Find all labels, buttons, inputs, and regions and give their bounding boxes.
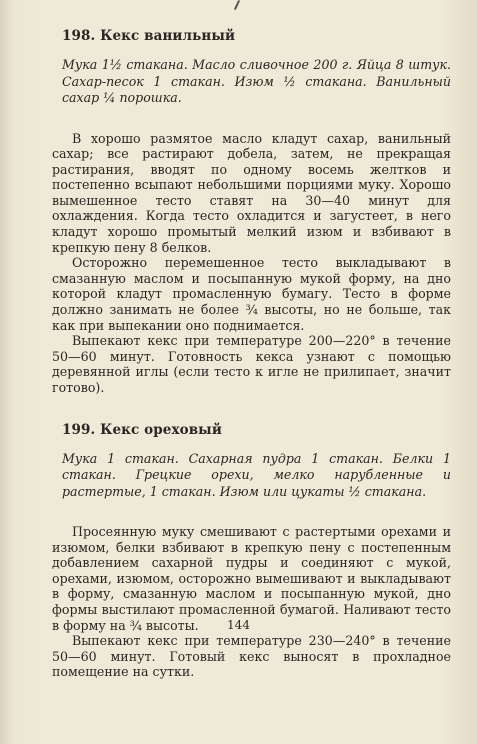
instruction-paragraph: В хорошо размятое масло кладут сахар, ванильный сахар; все растирают добела, затем, не прекращая растирания, вводят по одному восемь желтков и постепенно всыпают небольшими порциями муку. Хорошо вымешенное тесто ставят на 30—40 минут для охлаждения. Когда тесто охладится и загустеет, в него кладут хорошо промытый мелкий изюм и взбивают в крепкую пену 8 белков. bbox=[52, 130, 451, 255]
page-number: 144 bbox=[227, 618, 250, 632]
recipe-title: 199. Кекс ореховый bbox=[62, 421, 222, 438]
ingredients-list: Мука 1½ стакана. Масло сливочное 200 г. Яйца 8 штук. Сахар-песок 1 стакан. Изюм ½ стакана. Ванильный сахар ¼ порошка. bbox=[62, 57, 451, 105]
ingredients-list: Мука 1 стакан. Сахарная пудра 1 стакан. Белки 1 стакан. Грецкие орехи, мелко нарубленные и растертые, 1 стакан. Изюм или цукаты ½ стакана. bbox=[62, 450, 451, 499]
recipe-title: 198. Кекс ванильный bbox=[62, 28, 236, 44]
instruction-paragraph: Выпекают кекс при температуре 230—240° в течение 50—60 минут. Готовый кекс выносят в прохладное помещение на сутки. bbox=[52, 633, 451, 680]
recipe-198 bbox=[52, 28, 451, 396]
pen-mark bbox=[234, 0, 240, 10]
recipe-199 bbox=[52, 422, 451, 680]
instruction-paragraph: Осторожно перемешенное тесто выкладывают в смазанную маслом и посыпанную мукой форму, на дно которой кладут промасленную бумагу. Тесто в форме должно занимать не более ¾ высоты, но не больше, так как при выпекании оно поднимается. bbox=[52, 255, 451, 333]
instruction-paragraph: Просеянную муку смешивают с растертыми орехами и изюмом, белки взбивают в крепкую пену с постепенным добавлением сахарной пудры и соединяют с мукой, орехами, изюмом, осторожно вымешивают и выкладывают в форму, смазанную маслом и посыпанную мукой, дно формы выстилают промасленной бумагой. Наливают тесто в форму на ¾ высоты. bbox=[52, 524, 451, 633]
instruction-paragraph: Выпекают кекс при температуре 200—220° в течение 50—60 минут. Готовность кекса узнают с помощью деревянной иглы (если тесто к игле не прилипает, значит готово). bbox=[52, 333, 451, 395]
